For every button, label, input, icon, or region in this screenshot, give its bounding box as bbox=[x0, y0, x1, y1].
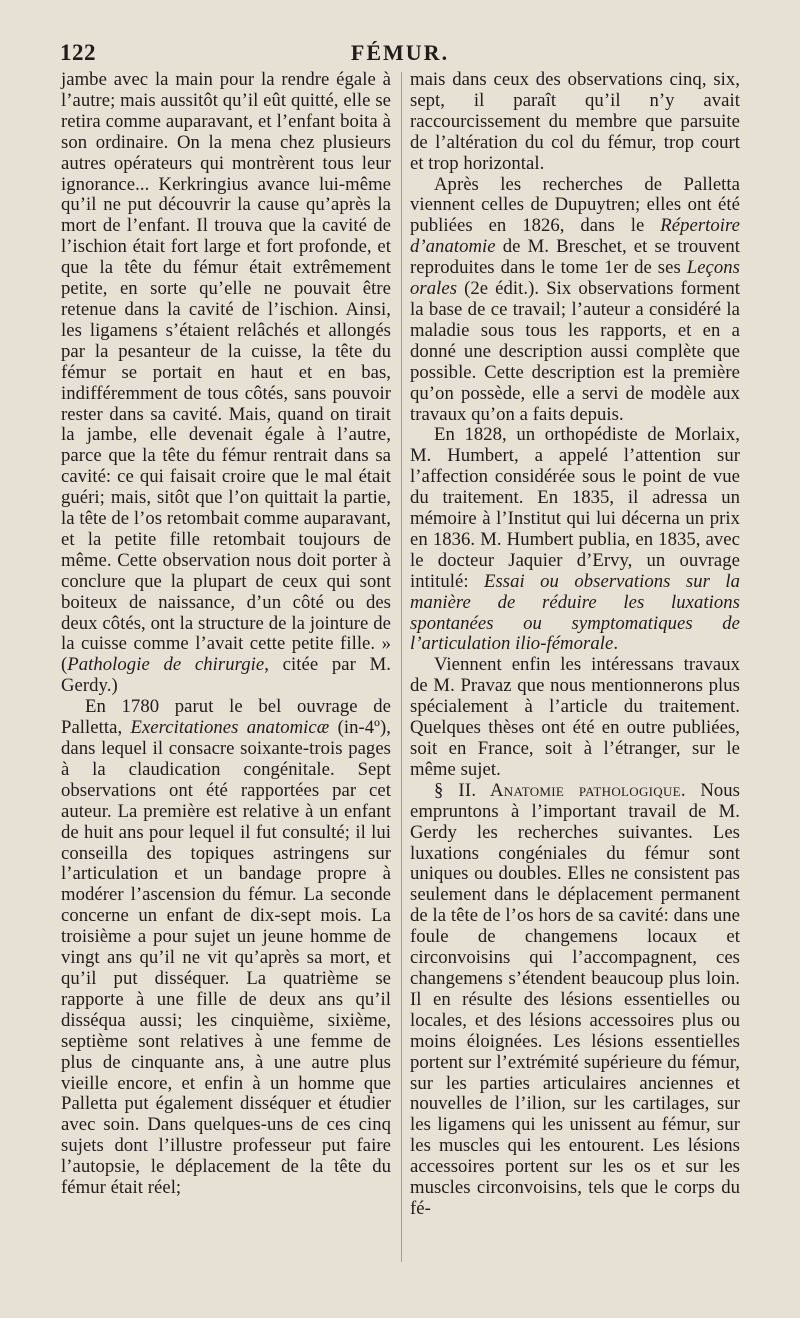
work-title: Leçons orales bbox=[410, 257, 740, 300]
page-header bbox=[0, 0, 800, 70]
section-heading: § II. Anatomie pathologique. bbox=[434, 779, 686, 801]
paragraph-text: de M. Breschet, et se trouvent reproduites dans le tome 1er de ses bbox=[410, 236, 740, 279]
paragraph-text: Après les recherches de Palletta viennent celles de Dupuytren; elles ont été publiées en 1826, dans le bbox=[410, 173, 740, 237]
citation-title: Pathologie de chirurgie bbox=[67, 654, 265, 676]
work-title: Répertoire d’anatomie bbox=[410, 215, 740, 258]
work-title: Essai ou observations sur la manière de réduire les luxations spontanées ou symptomatiques de l’articulation ilio-fémorale bbox=[410, 570, 740, 655]
paragraph-text: jambe avec la main pour la rendre égale à l’autre; mais aussitôt qu’il eût quitté, elle se retira comme auparavant, et l’enfant boita à son ordinaire. On la mena chez plusieurs autres opérateurs qui montrèrent tous leur ignorance... Kerkringius avance lui-même qu’il ne put découvrir la cause qu’après la mort de l’enfant. Il trouva que la cavité de l’ischion était fort large et fort profonde, et que la tête du fémur était extrêmement petite, en sorte qu’elle ne pouvait être retenue dans la cavité de l’ischion. Ainsi, les ligamens s’étaient relâchés et allongés par la pesanteur de la cuisse, la tête du fémur se portait en haut et en bas, indifféremment de tous côtés, sans pouvoir rester dans sa cavité. Mais, quand on tirait la jambe, elle devenait égale à l’autre, parce que la tête du fémur rentrait dans sa cavité: ce qui faisait croire que le mal était guéri; mais, sitôt que l’on quittait la partie, la tête de l’os retombait comme auparavant, et la petite fille retombait toujours de même. Cette observation nous doit porter à conclure que la plupart de ceux qui sont boiteux de naissance, d’un côté ou des deux côtés, ont la structure de la jointure de la cuisse comme l’avait cette petite fille. » ( bbox=[61, 69, 391, 676]
paragraph bbox=[410, 425, 740, 655]
work-title: Exercitationes anatomicæ bbox=[130, 717, 330, 739]
right-column bbox=[410, 70, 740, 1220]
paragraph: mais dans ceux des observations cinq, six, sept, il paraît qu’il n’y avait raccourcissement du membre que parsuite de l’altération du col du fémur, trop court et trop horizontal. bbox=[410, 69, 740, 174]
running-title: FÉMUR. bbox=[350, 40, 450, 65]
paragraph: Viennent enfin les intéressans travaux de M. Pravaz que nous mentionnerons plus spécialement à l’article du traitement. Quelques thèses ont été en outre publiées, soit en France, soit à l’étranger, sur le même sujet. bbox=[410, 654, 740, 780]
paragraph-text: . bbox=[613, 633, 619, 655]
paragraph bbox=[410, 175, 740, 426]
paragraph-text: En 1828, un orthopédiste de Morlaix, M. Humbert, a appelé l’attention sur l’affection considérée sous le point de vue du traitement. En 1835, il adressa un mémoire à l’Institut qui lui décerna un prix en 1836. M. Humbert publia, en 1835, avec le docteur Jaquier d’Ervy, un ouvrage intitulé: bbox=[410, 424, 740, 592]
paragraph-text: En 1780 parut le bel ouvrage de Palletta, bbox=[61, 696, 391, 739]
paragraph-text: Nous empruntons à l’important travail de M. Gerdy les recherches suivantes. Les luxations congéniales du fémur sont uniques ou doubles. Elles ne consistent pas seulement dans le déplacement permanent de la tête de l’os hors de sa cavité: dans une foule de changemens locaux et circonvoisins qui l’accompagnent, ces changemens s’étendent beaucoup plus loin. Il en résulte des lésions essentielles ou locales, et des lésions accessoires plus ou moins éloignées. Les lésions essentielles portent sur l’extrémité supérieure du fémur, sur les parties articulaires anciennes et nouvelles de l’ilion, sur les cartilages, sur les ligamens qui les unissent au fémur, sur les muscles qui les entourent. Les lésions accessoires portent sur les os et sur les muscles circonvoisins, tels que le corps du fé- bbox=[410, 779, 740, 1219]
paragraph-text: (2e édit.). Six observations forment la base de ce travail; l’auteur a considéré la maladie sous tous les rapports, et en a donné une description aussi complète que possible. Cette description est la première qu’on possède, elle a servi de modèle aux travaux qu’on a faits depuis. bbox=[410, 278, 740, 425]
paragraph-text: , citée par M. Gerdy.) bbox=[61, 654, 391, 697]
paragraph bbox=[61, 70, 391, 697]
paragraph bbox=[410, 781, 740, 1220]
paragraph bbox=[61, 697, 391, 1199]
paragraph-text: (in-4º), dans lequel il consacre soixante-trois pages à la claudication congénitale. Sept observations ont été rapportées par cet auteur. La première est relative à un enfant de huit ans pour lequel il fut consulté; il lui conseilla des topiques astringens sur l’articulation et un bandage propre à modérer l’ascension du fémur. La seconde concerne un enfant de dix-sept mois. La troisième a pour sujet un jeune homme de vingt ans qu’il ne vit qu’après sa mort, et qu’il put disséquer. La quatrième se rapporte à une fille de deux ans qu’il disséqua aussi; les cinquième, sixième, septième sont relatives à une femme de plus de cinquante ans, à une autre plus vieille encore, et enfin à un homme que Palletta put également disséquer et étudier avec soin. Dans quelques-uns de ces cinq sujets dont l’illustre professeur put faire l’autopsie, le déplacement de la tête du fémur était réel; bbox=[61, 717, 391, 1199]
column-divider bbox=[401, 72, 402, 1262]
page-number: 122 bbox=[60, 40, 96, 65]
left-column bbox=[61, 70, 391, 1199]
